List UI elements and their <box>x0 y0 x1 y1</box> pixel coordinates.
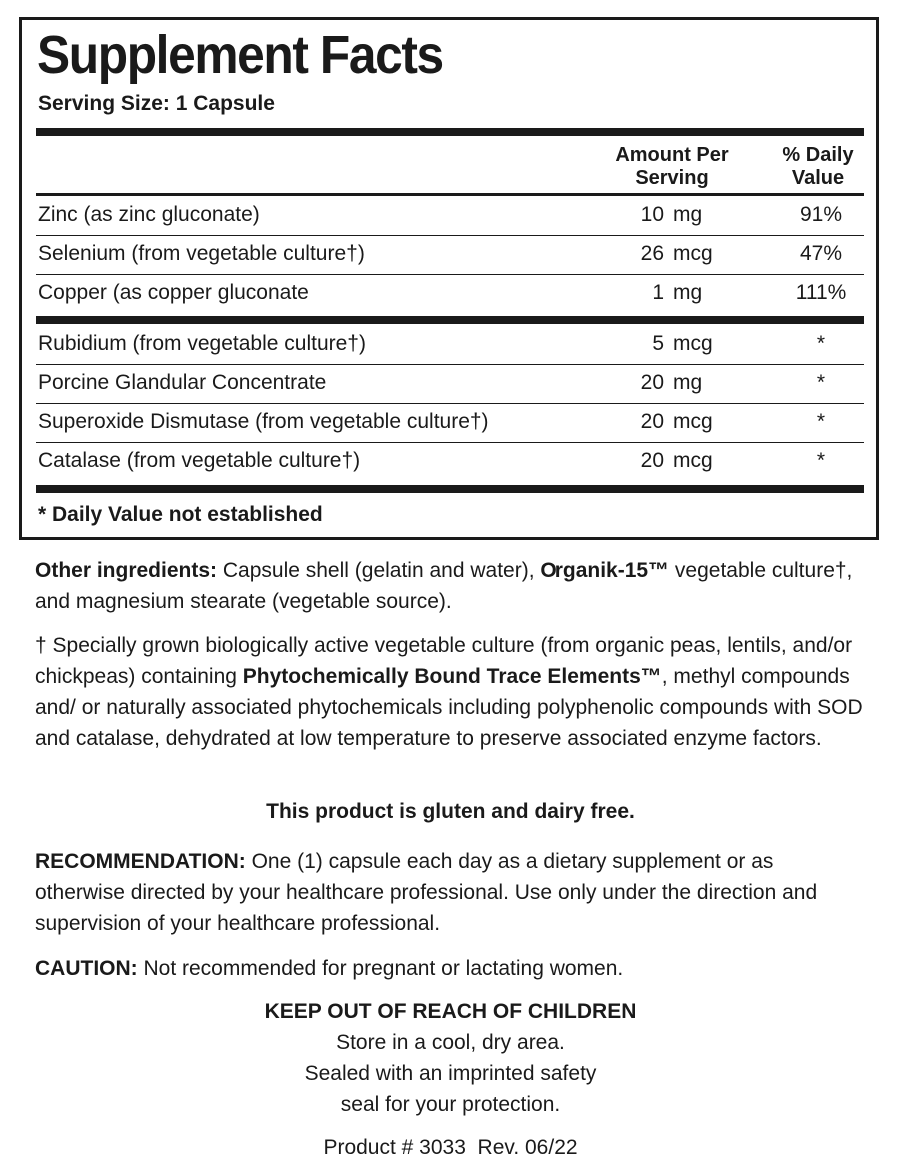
nutrient-amount: 1 <box>652 281 664 304</box>
nutrient-dv: 91% <box>799 203 843 226</box>
organik-brand-name: rganik-15™ <box>554 559 670 582</box>
thick-divider-top <box>36 128 864 136</box>
recommendation-label: RECOMMENDATION: <box>35 850 246 873</box>
recommendation-text: One (1) capsule each day as a dietary supplement or as otherwise directed by your healthcare professional. Use only under the direction and supervision of your healthcare professional. <box>35 850 818 935</box>
header-dv-line2: Value <box>791 167 845 189</box>
other-ingredients-text-before: Capsule shell (gelatin and water), <box>217 559 541 582</box>
thick-divider-bottom <box>36 485 864 493</box>
ingredient-amount: 20 <box>640 449 664 472</box>
organik-logo-icon: O <box>540 559 555 582</box>
nutrient-name: Copper (as copper gluconate <box>38 281 309 304</box>
ingredient-amount: 5 <box>652 332 664 355</box>
other-ingredients-text-after: vegetable culture†, and magnesium stearate (vegetable source). <box>35 559 853 613</box>
nutrient-row <box>36 236 864 275</box>
header-amount-line1: Amount Per <box>615 144 729 166</box>
keep-out-warning: KEEP OUT OF REACH OF CHILDREN <box>264 1000 637 1023</box>
dagger-footnote <box>35 630 865 754</box>
ingredient-row <box>36 326 864 365</box>
header-daily-value <box>758 144 878 190</box>
ingredient-dv: * <box>816 449 826 472</box>
other-ingredients-label: Other ingredients: <box>35 559 218 582</box>
ingredient-dv: * <box>816 410 826 433</box>
nutrient-unit: mg <box>673 281 703 304</box>
header-amount-line2: Serving <box>635 167 709 189</box>
serving-size: Serving Size: 1 Capsule <box>38 92 275 115</box>
nutrient-name: Zinc (as zinc gluconate) <box>38 203 260 226</box>
ingredient-unit: mcg <box>673 449 713 472</box>
header-divider <box>36 193 864 196</box>
ingredient-dv: * <box>816 332 826 355</box>
product-code: Product # 3033 Rev. 06/22 <box>323 1136 578 1159</box>
storage-line-1: Store in a cool, dry area. <box>336 1031 565 1054</box>
ingredient-name: Superoxide Dismutase (from vegetable culture†) <box>38 410 489 433</box>
dagger-note-after: , methyl compounds and/ or naturally associated phytochemicals including polyphenolic compounds with SOD and catalase, dehydrated at low temperature to preserve associated enzyme factors. <box>35 665 863 750</box>
ingredient-amount: 20 <box>640 371 664 394</box>
ingredient-unit: mcg <box>673 410 713 433</box>
nutrient-dv: 47% <box>799 242 843 265</box>
nutrient-amount: 10 <box>640 203 664 226</box>
header-amount-per-serving <box>612 144 732 190</box>
nutrient-row <box>36 197 864 236</box>
recommendation <box>35 846 865 939</box>
ingredient-amount: 20 <box>640 410 664 433</box>
ingredient-unit: mcg <box>673 332 713 355</box>
ingredient-row <box>36 404 864 443</box>
supplement-facts-panel <box>19 17 879 540</box>
ingredient-name: Catalase (from vegetable culture†) <box>38 449 361 472</box>
nutrient-unit: mcg <box>673 242 713 265</box>
caution-text: Not recommended for pregnant or lactating women. <box>137 957 624 980</box>
nutrient-dv: 111% <box>795 281 847 304</box>
nutrient-unit: mg <box>673 203 703 226</box>
other-ingredients <box>35 555 865 617</box>
daily-value-footnote: * Daily Value not established <box>38 503 323 526</box>
ingredient-name: Rubidium (from vegetable culture†) <box>38 332 366 355</box>
panel-title: Supplement Facts <box>37 25 443 85</box>
caution-label: CAUTION: <box>35 957 138 980</box>
nutrient-row <box>36 275 864 313</box>
storage-line-2: Sealed with an imprinted safety <box>304 1062 597 1085</box>
ingredient-unit: mg <box>673 371 703 394</box>
ingredient-dv: * <box>816 371 826 394</box>
caution <box>35 953 865 984</box>
ingredient-row <box>36 365 864 404</box>
dagger-note-before: † Specially grown biologically active vegetable culture (from organic peas, lentils, and/or chickpeas) containing <box>35 634 853 688</box>
gluten-dairy-free-statement: This product is gluten and dairy free. <box>266 800 635 823</box>
header-dv-line1: % Daily <box>782 144 854 166</box>
storage-line-3: seal for your protection. <box>340 1093 561 1116</box>
ingredient-name: Porcine Glandular Concentrate <box>38 371 327 394</box>
nutrient-name: Selenium (from vegetable culture†) <box>38 242 365 265</box>
dagger-note-bold: Phytochemically Bound Trace Elements™ <box>242 665 662 688</box>
nutrient-amount: 26 <box>640 242 664 265</box>
ingredient-row <box>36 443 864 481</box>
thick-divider-middle <box>36 316 864 324</box>
